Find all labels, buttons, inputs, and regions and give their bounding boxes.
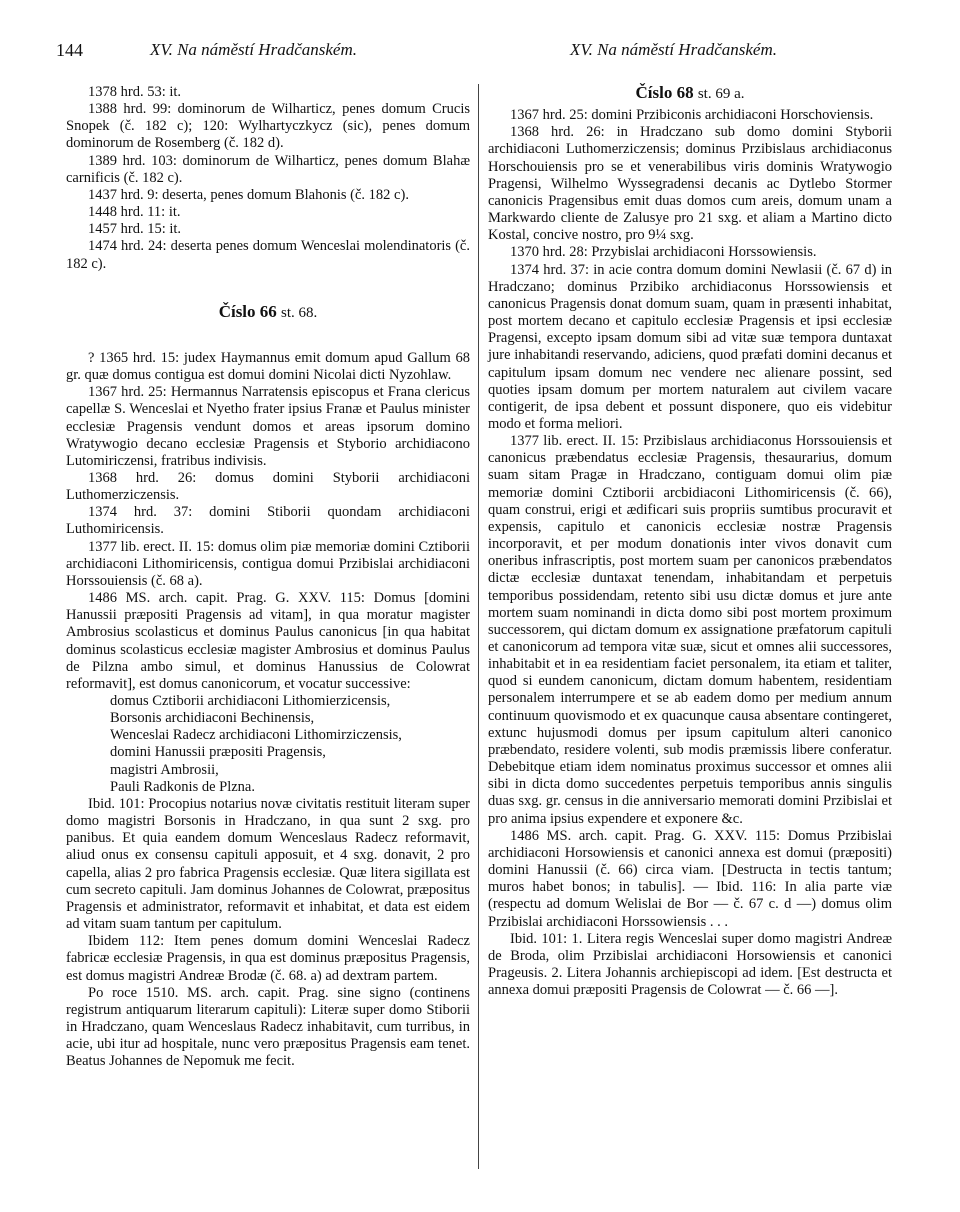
entry: 1388 hrd. 99: dominorum de Wilharticz, penes domum Crucis Snopek (č. 182 c); 120: Wylhartyczkycz (sic), penes domum dominorum de Rosemberg (č. 182 d). xyxy=(66,101,470,152)
entry: 1448 hrd. 11: it. xyxy=(88,204,181,221)
entry: 1486 MS. arch. capit. Prag. G. XXV. 115: Domus [domini Hanussii præpositi Pragensis ad vitam], in qua moratur magister Ambrosius scolasticus et dominus Paulus canonicus [in qua habitat dominus scolasticus ecclesiæ magister Ambrosius et dominus Paulus de Pilzna ambo simul, et dominus Hanussius de Colowrat reformavit], est domus canonicorum, et vocatur successive: xyxy=(66,590,470,692)
entry: 1457 hrd. 15: it. xyxy=(88,221,182,238)
entry: 1377 lib. erect. II. 15: Przibislaus archidiaconus Horssouiensis et canonicus præbendatus ecclesiæ Pragensis, thesaurarius, domum suam sitam Pragæ in Hradczano, contiguam domui olim piæ memoriæ domini Cztiborii arcbidiaconi Lithomiricensis (č. 66), quam construi, erigi et ædificari suis propriis sumtibus procuravit et expensis, capitulo et canonicis ecclesiæ nostræ Pragensis incorporavit, et per modum donationis inter vivos donavit cum oneribus infrascriptis, post mortem suam per canonicos præbendatos dictæ ecclesiæ duntaxat tenendam, inhabitandam et perpetuis temporibus possidendam, retento sibi usu dictæ domus et jure ante mortem suam nominandi in dicta domo sibi post mortem proximum successorem, qui dictam domum ex assignatione præfatorum capituli et canonicorum ad tempora vitæ suæ, sicut et omnes alii successores, inhabitabit et in ea residentiam faciet personalem, ita etiam et taliter, quod si eundem canonicum, dictam domum habentem, residentiam personalem interrumpere et se ab eadem domo per medium annum continuum quovismodo et ex quacunque causa absentare contingeret, extunc hujusmodi domus per ipsum capitulum alteri canonico præbendato, residere volenti, sub modis præmissis libere conferatur. Debebitque etiam idem nominatus proximus successor et omnes alii sibi in dicta domo succedentes perpetuis temporibus annis singulis duas sxg. gr. census in die anniversario memorati domini Przibislai et pro anima ipsius expendere et exponere &c. xyxy=(488,433,892,827)
list-item: magistri Ambrosii, xyxy=(110,761,219,778)
list-item: domini Hanussii præpositi Pragensis, xyxy=(110,744,326,761)
entry: 1374 hrd. 37: domini Stiborii quondam archidiaconi Luthomiricensis. xyxy=(66,504,470,538)
heading-label: Číslo 68 xyxy=(635,83,694,102)
heading-st: st. 69 a. xyxy=(697,86,745,102)
entry: 1374 hrd. 37: in acie contra domum domini Newlasii (č. 67 d) in Hradczano; dominus Przibiko archidiaconus Horssowiensis et canonicus Pragensis donat domum suam, quam in præsenti inhabitat, post mortem decano et capitulo ecclesiæ Pragensis et ipsi ecclesiæ Pragensi, excepto ipsam domum sibi ad vitæ suæ tempora duntaxat jure inhabitandi reservando, adiciens, quod præfati domini decanus et capitulum ipsam domum nec vendere nec alienare possint, sed quoties ipsam domum per mortem naturalem aut civilem vacare contigerit, de ipsa debent et possunt disponere, quo eis videbitur modo et forma meliori. xyxy=(488,261,892,432)
entry: Po roce 1510. MS. arch. capit. Prag. sine signo (continens registrum antiquarum literarum capituli): Literæ super domo Stiborii in Hradczano, quam Wenceslaus Radecz inhabitavit, cum turribus, in acie, ubi itur ad hospitale, nunc vero præpositus Pragensis eam tenet. Beatus Johannes de Nepomuk me fecit. xyxy=(66,984,470,1070)
running-title-right: XV. Na náměstí Hradčanském. xyxy=(570,40,777,59)
entry: 1367 hrd. 25: Hermannus Narratensis episcopus et Frana clericus capellæ S. Wenceslai et Nyetho frater ipsius Franæ et Paulus minister ecclesiæ Pragensis vendunt domos et areas ipsorum domino Wratywogio decano ecclesiæ Pragensis et Styborio archidiacono Lutomiriczensi, fratribus indivisis. xyxy=(66,384,470,469)
section-heading-66 xyxy=(66,303,470,322)
entry: ? 1365 hrd. 15: judex Haymannus emit domum apud Gallum 68 gr. quæ domus contigua est domui domini Nicolai dicti Nyzohlaw. xyxy=(66,349,470,384)
left-column xyxy=(66,84,470,1070)
running-title-left: XV. Na náměstí Hradčanském. xyxy=(150,40,357,59)
entry: 1370 hrd. 28: Przybislai archidiaconi Horssowiensis. xyxy=(510,244,817,261)
list-item: Pauli Radkonis de Plzna. xyxy=(110,778,255,795)
entry: 1378 hrd. 53: it. xyxy=(88,84,182,100)
heading-st: st. 68. xyxy=(281,304,318,321)
entry: Ibid. 101: 1. Litera regis Wenceslai super domo magistri Andreæ de Broda, olim Przibislai archidiaconi Horsowiensis et canonici Prageusis. 2. Litera Johannis archiepiscopi ad idem. [Est destructa et annexa domui præpositi Pragensis de Colowrat — č. 66 —]. xyxy=(488,930,892,999)
entry: 1367 hrd. 25: domini Przibiconis archidiaconi Horschoviensis. xyxy=(510,107,874,124)
right-column xyxy=(488,84,892,999)
list-item: domus Cztiborii archidiaconi Lithomierzicensis, xyxy=(110,693,391,709)
list-item: Borsonis archidiaconi Bechinensis, xyxy=(110,710,315,727)
section-heading-68 xyxy=(488,84,892,103)
heading-label: Číslo 66 xyxy=(218,301,277,321)
entry: 1368 hrd. 26: domus domini Styborii archidiaconi Luthomerziczensis. xyxy=(66,469,470,504)
entry: Ibidem 112: Item penes domum domini Wenceslai Radecz fabricæ ecclesiæ Pragensis, in qua est dominus præpositus Pragensis, est domus magistri Andreæ Brodæ (č. 68. a) ad dextram partem. xyxy=(66,933,470,984)
entry: 1486 MS. arch. capit. Prag. G. XXV. 115: Domus Przibislai archidiaconi Horsowiensis et canonici annexa est domui (præpositi) domini Hanussii (č. 66) circa viam. [Destructa in tectis tantum; muros habet bonos; in tabulis]. — Ibid. 116: In alia parte viæ (respectu ad domum Welislai de Bor — č. 67 c. d —) domus olim Przibislai archidiaconi Horssowiensis . . . xyxy=(488,827,892,930)
entry: Ibid. 101: Procopius notarius novæ civitatis restituit literam super domo magistri Borsonis in Hradczano, in qua sunt 2 sxg. pro panibus. Et quia eandem domum Wenceslaus Radecz reformavit, aliud onus ex consensu capituli apposuit, et 4 sxg. donavit, 2 pro capella, alias 2 pro fabrica Pragensis ecclesiæ. Quæ litera sigillata est cum secreto capituli. Jam dominus Johannes de Colowrat, præpositus Pragensis et administrator, reformavit et inhabitat, et data est eidem ad vitam suam tantum per capitulum. xyxy=(66,795,470,933)
entry: 1377 lib. erect. II. 15: domus olim piæ memoriæ domini Cztiborii archidiaconi Lithomiricensis, contigua domui Przibislai archidiaconi Horssouiensis (č. 68 a). xyxy=(66,538,470,589)
entry: 1437 hrd. 9: deserta, penes domum Blahonis (č. 182 c). xyxy=(88,186,409,203)
entry: 1474 hrd. 24: deserta penes domum Wenceslai molendinatoris (č. 182 c). xyxy=(66,238,470,272)
column-divider xyxy=(478,84,479,1169)
entry: 1368 hrd. 26: in Hradczano sub domo domini Styborii archidiaconi Luthomerziczensis; dominus Przibislaus archidiaconus Horschouiensis pro se et venerabilibus viris dominis Wratywogio Pragensi, Wilhelmo Wyssegradensi decanis ac Dytlebo Stormer canonicis Pragensibus emit duas domos cum areis, domum unam a Markwardo cliente de Zalusye pro 21 sxg. et aliam a Martino dicto Kostal, concive nostro, pro 9¼ sxg. xyxy=(488,124,892,244)
list-item: Wenceslai Radecz archidiaconi Lithomirziczensis, xyxy=(110,727,402,744)
entry: 1389 hrd. 103: dominorum de Wilharticz, penes domum Blahæ carnificis (č. 182 c). xyxy=(66,152,470,186)
page-number: 144 xyxy=(56,40,83,60)
